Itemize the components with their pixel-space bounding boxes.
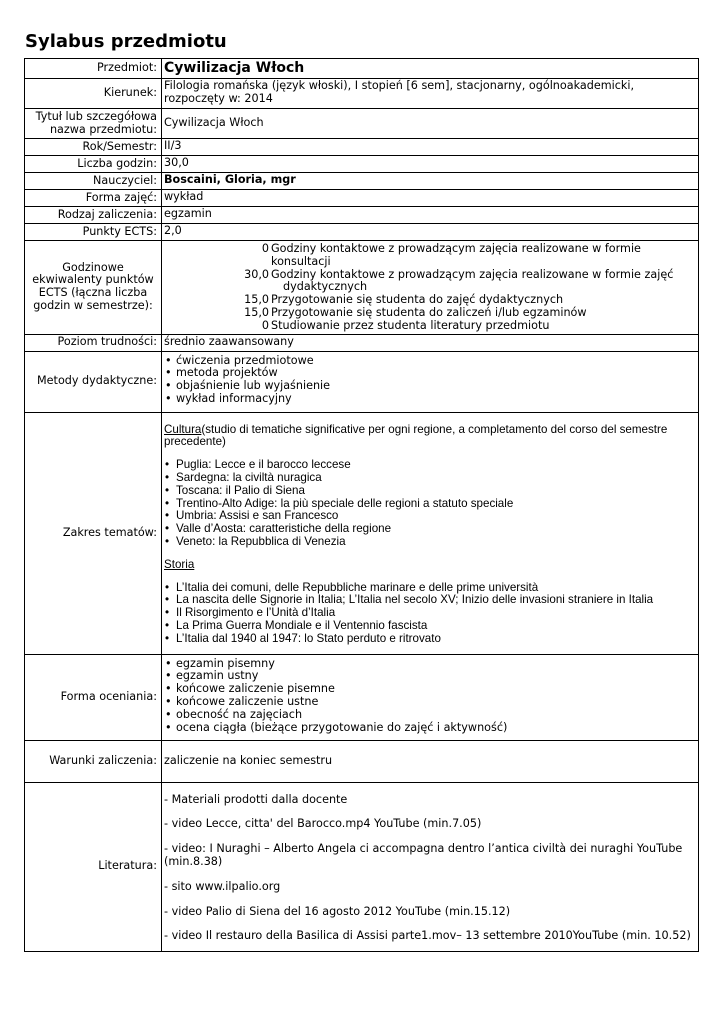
value-rok: II/3 [162, 139, 699, 156]
label-poziom: Poziom trudności: [25, 334, 162, 351]
row-kierunek [25, 79, 699, 109]
hours-value: 0 [261, 318, 269, 332]
row-zakres [25, 412, 699, 654]
row-forma [25, 190, 699, 207]
hours-row [164, 269, 696, 295]
cultura-item: • Trentino-Alto Adige: la più speciale delle regioni a statuto speciale [164, 498, 696, 511]
label-forma: Forma zajęć: [25, 190, 162, 207]
cultura-paragraph [164, 424, 696, 450]
ocena-item: • obecność na zajęciach [164, 709, 696, 722]
hours-description: Godziny kontaktowe z prowadzącym zajęcia realizowane w formie zajęć dydaktycznych [271, 267, 674, 294]
metody-item: • ćwiczenia przedmiotowe [164, 355, 696, 368]
cultura-item: • Umbria: Assisi e san Francesco [164, 510, 696, 523]
row-tytul [25, 109, 699, 139]
value-forma: wykład [162, 190, 699, 207]
hours-description: Przygotowanie się studenta do zajęć dydaktycznych [271, 293, 564, 307]
storia-item: • L’Italia dal 1940 al 1947: lo Stato perduto e ritrovato [164, 633, 696, 646]
cultura-item: • Veneto: la Repubblica di Venezia [164, 536, 696, 549]
ocena-item: • końcowe zaliczenie ustne [164, 696, 696, 709]
row-przedmiot [25, 59, 699, 79]
cultura-list [164, 459, 696, 549]
metody-item: • objaśnienie lub wyjaśnienie [164, 380, 696, 393]
row-literatura [25, 782, 699, 951]
hours-row [164, 243, 696, 269]
value-ekwiwalenty [162, 241, 699, 335]
hours-value: 0 [261, 242, 269, 255]
hours-row [164, 320, 696, 333]
page-title: Sylabus przedmiotu [25, 31, 227, 52]
label-przedmiot: Przedmiot: [25, 59, 162, 79]
hours-description: Godziny kontaktowe z prowadzącym zajęcia realizowane w formie konsultacji [271, 242, 641, 268]
label-zakres: Zakres tematów: [25, 412, 162, 654]
value-kierunek: Filologia romańska (język włoski), I stopień [6 sem], stacjonarny, ogólnoakademicki, rozpoczęty w: 2014 [162, 79, 699, 109]
label-ekwiwalenty: Godzinowe ekwiwalenty punktów ECTS (łączna liczba godzin w semestrze): [25, 241, 162, 335]
cultura-description: (studio di tematiche significative per ogni regione, a completamento del corso del semestre precedente) [164, 422, 668, 449]
row-ocena [25, 654, 699, 740]
value-tytul: Cywilizacja Włoch [162, 109, 699, 139]
literatura-item: - Materiali prodotti dalla docente [164, 792, 348, 806]
value-ocena [162, 654, 699, 740]
label-tytul: Tytuł lub szczegółowa nazwa przedmiotu: [25, 109, 162, 139]
value-nauczyciel: Boscaini, Gloria, mgr [162, 173, 699, 190]
metody-item: • metoda projektów [164, 367, 696, 380]
cultura-item: • Valle d’Aosta: caratteristiche della regione [164, 523, 696, 536]
value-ects: 2,0 [162, 224, 699, 241]
metody-item: • wykład informacyjny [164, 393, 696, 406]
value-literatura [162, 782, 699, 951]
cultura-item: • Puglia: Lecce e il barocco leccese [164, 459, 696, 472]
label-ocena: Forma oceniania: [25, 654, 162, 740]
hours-value: 30,0 [244, 267, 269, 281]
storia-heading: Storia [164, 557, 195, 571]
row-rodzaj [25, 207, 699, 224]
hours-value: 15,0 [244, 293, 269, 307]
label-ects: Punkty ECTS: [25, 224, 162, 241]
storia-item: • La Prima Guerra Mondiale e il Ventennio fascista [164, 620, 696, 633]
row-metody [25, 351, 699, 412]
row-nauczyciel [25, 173, 699, 190]
label-warunki: Warunki zaliczenia: [25, 740, 162, 782]
storia-item: • L’Italia dei comuni, delle Repubbliche marinare e delle prime università [164, 582, 696, 595]
literatura-item: - video: I Nuraghi – Alberto Angela ci accompagna dentro l’antica civiltà dei nuraghi YouTube (min.8.38) [164, 842, 683, 868]
label-metody: Metody dydaktyczne: [25, 351, 162, 412]
literatura-item: - video Palio di Siena del 16 agosto 2012 YouTube (min.15.12) [164, 904, 511, 918]
row-warunki [25, 740, 699, 782]
cultura-heading: Cultura [164, 422, 202, 436]
label-kierunek: Kierunek: [25, 79, 162, 109]
hours-description: Przygotowanie się studenta do zaliczeń i/lub egzaminów [271, 305, 587, 319]
cultura-item: • Toscana: il Palio di Siena [164, 485, 696, 498]
ocena-item: • egzamin ustny [164, 670, 696, 683]
storia-list [164, 582, 696, 646]
literatura-item: - video Il restauro della Basilica di Assisi parte1.mov– 13 settembre 2010YouTube (min. 10.52) [164, 929, 691, 943]
row-ects [25, 224, 699, 241]
label-nauczyciel: Nauczyciel: [25, 173, 162, 190]
hours-row [164, 307, 696, 320]
row-poziom [25, 334, 699, 351]
ocena-list [164, 658, 696, 735]
label-godziny: Liczba godzin: [25, 156, 162, 173]
row-godziny [25, 156, 699, 173]
label-literatura: Literatura: [25, 782, 162, 951]
syllabus-table [24, 58, 699, 952]
cultura-item: • Sardegna: la civiltà nuragica [164, 472, 696, 485]
literatura-list [164, 794, 696, 944]
value-warunki: zaliczenie na koniec semestru [162, 740, 699, 782]
label-rok: Rok/Semestr: [25, 139, 162, 156]
value-godziny: 30,0 [162, 156, 699, 173]
row-rok [25, 139, 699, 156]
value-przedmiot: Cywilizacja Włoch [162, 59, 699, 79]
storia-item: • La nascita delle Signorie in Italia; L’Italia nel secolo XV; Inizio delle invasioni straniere in Italia [164, 594, 696, 607]
hours-value: 15,0 [244, 305, 269, 319]
literatura-item: - video Lecce, citta' del Barocco.mp4 YouTube (min.7.05) [164, 817, 482, 831]
metody-list [164, 355, 696, 406]
storia-item: • Il Risorgimento e l’Unità d’Italia [164, 607, 696, 620]
ocena-item: • końcowe zaliczenie pisemne [164, 683, 696, 696]
hours-list [164, 243, 696, 333]
value-metody [162, 351, 699, 412]
value-zakres [162, 412, 699, 654]
row-ekwiwalenty [25, 241, 699, 335]
hours-description: Studiowanie przez studenta literatury przedmiotu [271, 318, 550, 332]
value-rodzaj: egzamin [162, 207, 699, 224]
ocena-item: • egzamin pisemny [164, 658, 696, 671]
literatura-item: - sito www.ilpalio.org [164, 879, 281, 893]
ocena-item: • ocena ciągła (bieżące przygotowanie do zajęć i aktywność) [164, 722, 696, 735]
label-rodzaj: Rodzaj zaliczenia: [25, 207, 162, 224]
value-poziom: średnio zaawansowany [162, 334, 699, 351]
